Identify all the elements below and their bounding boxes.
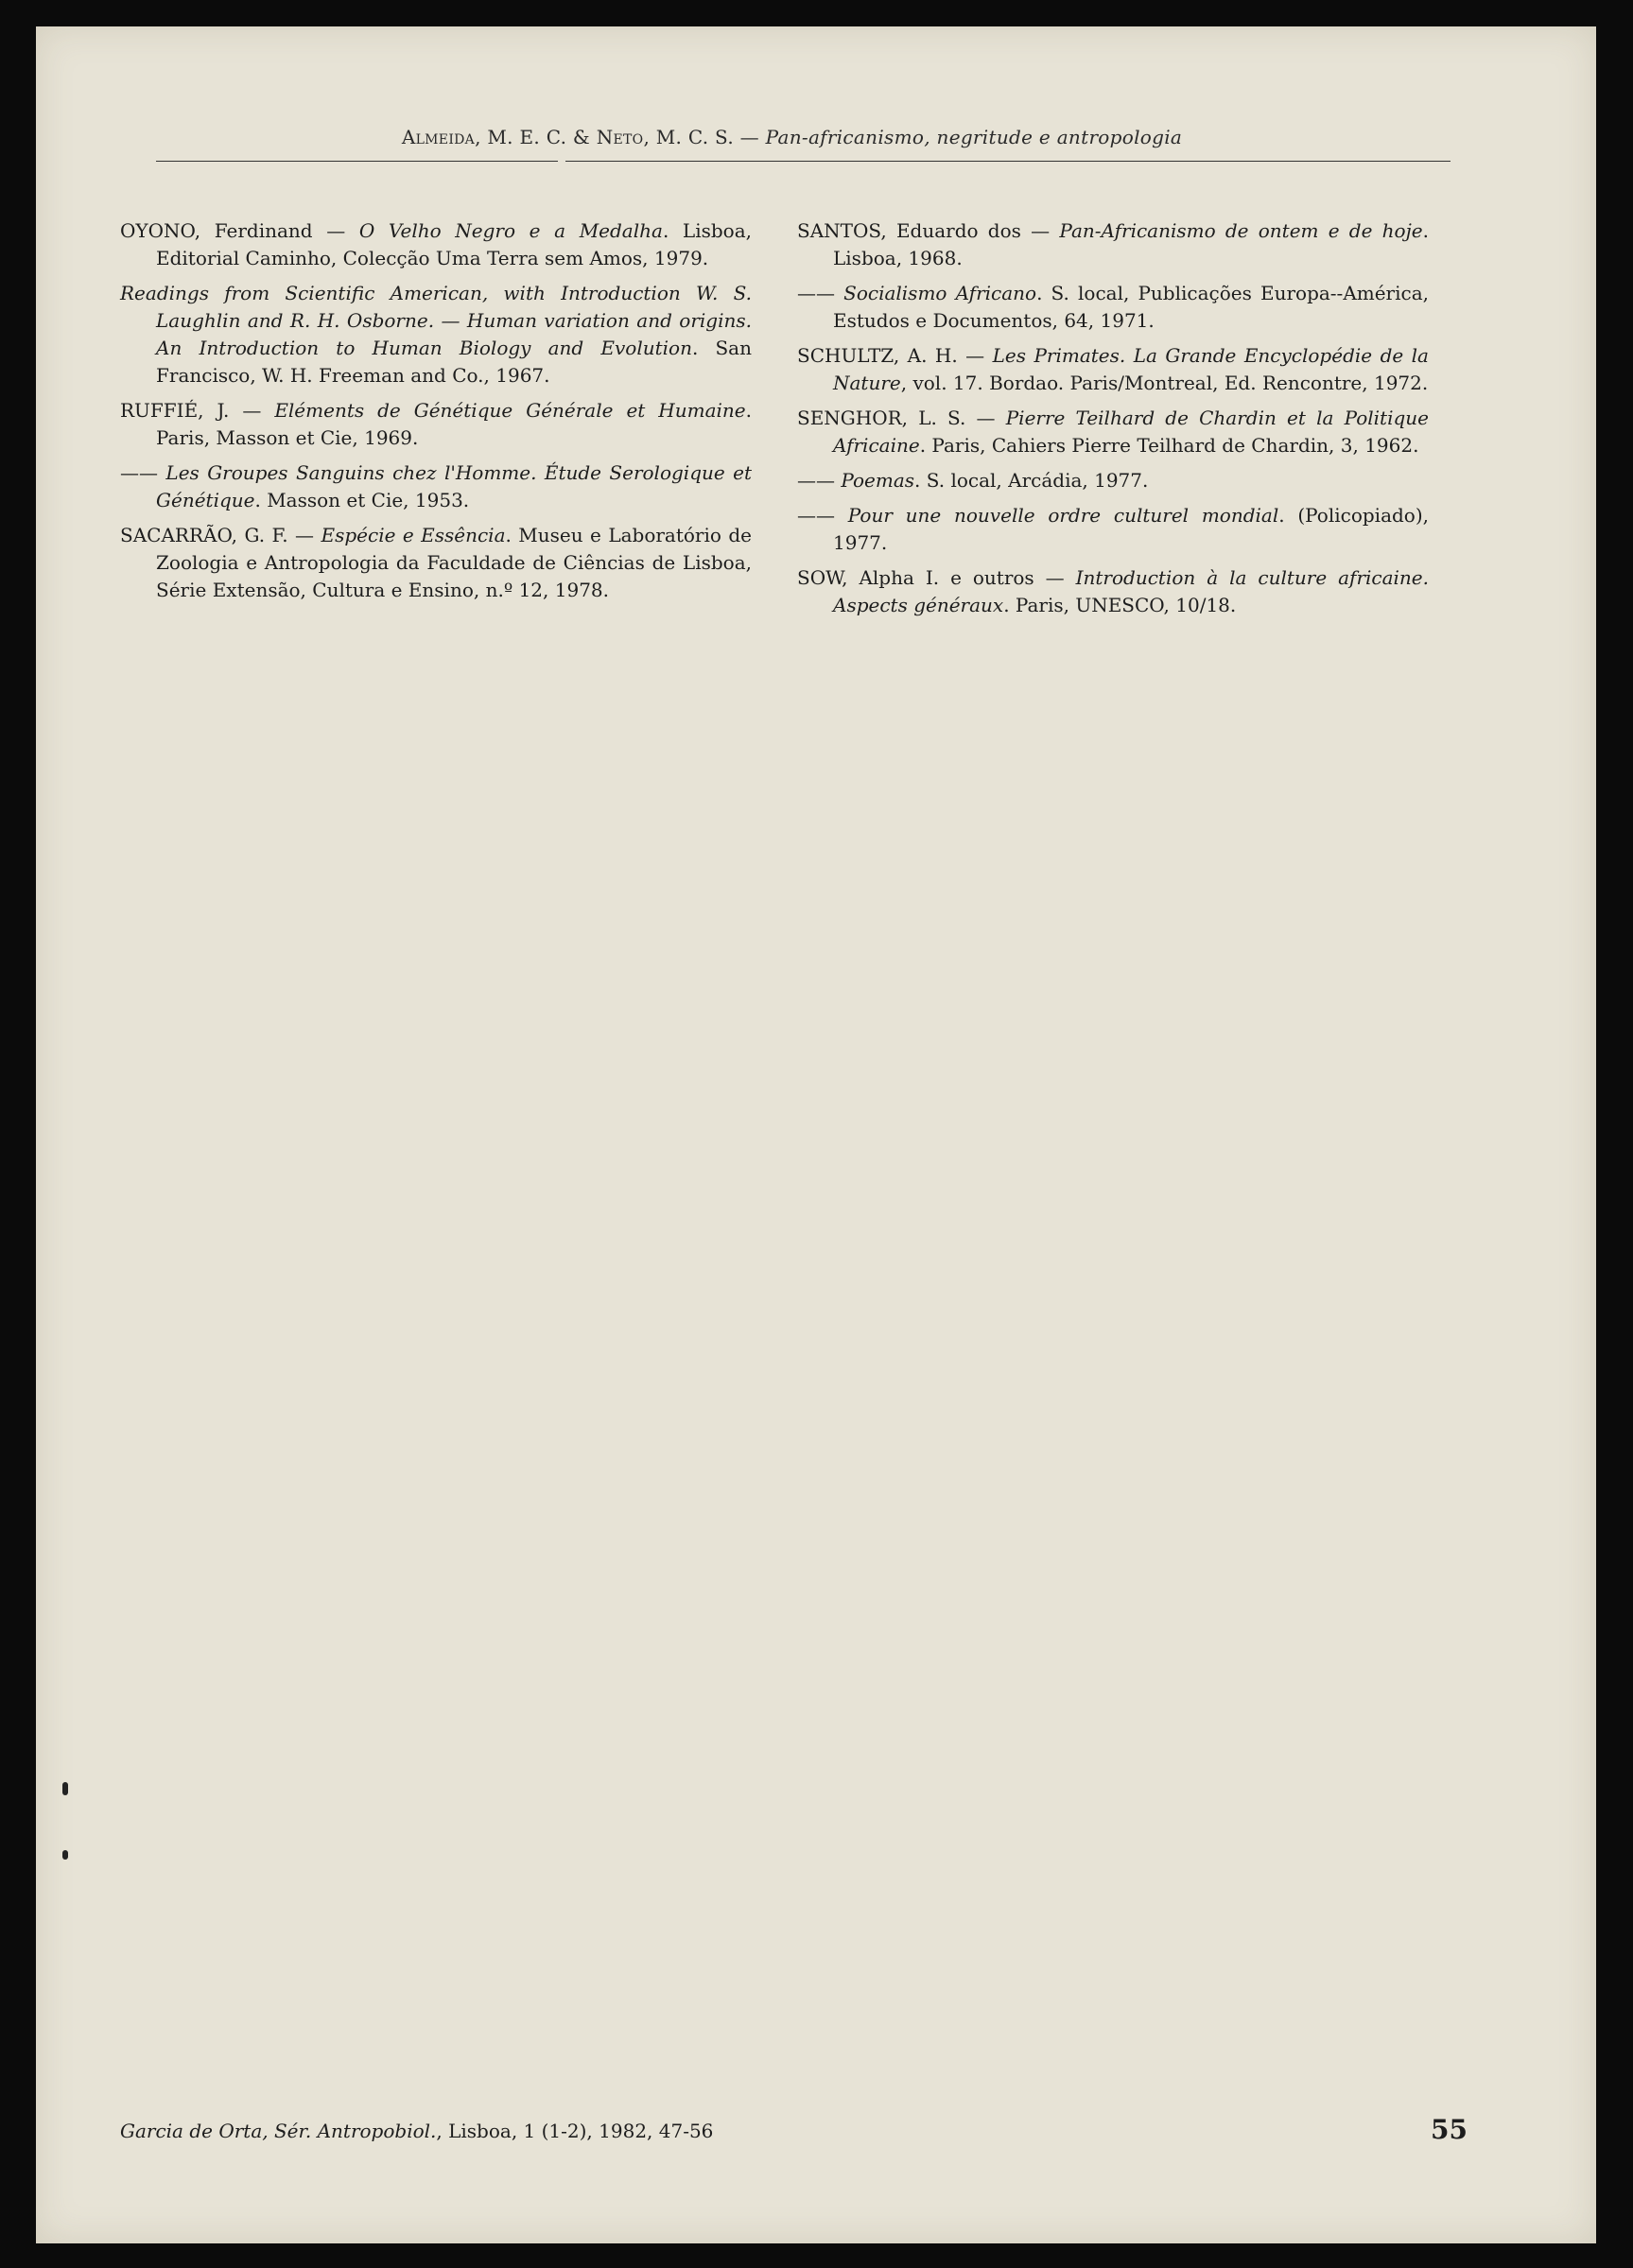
binding-hole-mark bbox=[62, 1850, 68, 1860]
reference-author: —— bbox=[797, 282, 844, 304]
reference-title: Poemas bbox=[841, 469, 915, 492]
header-rule-right bbox=[565, 161, 1451, 162]
reference-author: —— bbox=[797, 469, 842, 492]
header-author1-initials: , M. E. C. & bbox=[475, 126, 597, 148]
reference-details: . Paris, Masson et Cie, 1969. bbox=[156, 399, 752, 449]
reference-details: . Lisboa, 1968. bbox=[833, 219, 1429, 269]
reference-author: SCHULTZ, A. H. — bbox=[797, 344, 993, 367]
footer-citation: , Lisboa, 1 (1-2), 1982, 47-56 bbox=[436, 2120, 714, 2142]
reference-title: Pan-Africanismo de ontem e de hoje bbox=[1059, 219, 1423, 242]
left-column bbox=[120, 217, 752, 612]
reference-entry bbox=[797, 405, 1429, 459]
header-rule-left bbox=[156, 161, 558, 162]
reference-details: . Museu e Laboratório de Zoologia e Antropologia da Faculdade de Ciências de Lisboa, Série Extensão, Cultura e Ensino, n.º 12, 1978. bbox=[156, 524, 752, 601]
header-author1: Almeida bbox=[401, 126, 476, 148]
header-author2: Neto bbox=[596, 126, 644, 148]
reference-title: Pierre Teilhard de Chardin et la Politique Africaine bbox=[833, 407, 1430, 457]
reference-entry bbox=[120, 522, 752, 604]
reference-entry bbox=[797, 280, 1429, 335]
reference-details: . Masson et Cie, 1953. bbox=[254, 489, 470, 511]
reference-details: . San Francisco, W. H. Freeman and Co., 1967. bbox=[156, 337, 752, 387]
reference-entry bbox=[797, 564, 1429, 619]
reference-entry bbox=[120, 459, 752, 514]
header-title: Pan-africanismo, negritude e antropologia bbox=[765, 126, 1183, 148]
reference-title: Les Groupes Sanguins chez l'Homme. Étude Serologique et Génétique bbox=[156, 461, 752, 511]
reference-title: Pour une nouvelle ordre culturel mondial bbox=[847, 504, 1279, 527]
footer bbox=[120, 2114, 1468, 2145]
reference-entry bbox=[120, 280, 752, 390]
footer-journal: Garcia de Orta, Sér. Antropobiol. bbox=[120, 2120, 437, 2142]
reference-title: Eléments de Génétique Générale et Humaine bbox=[274, 399, 746, 422]
reference-details: . S. local, Arcádia, 1977. bbox=[914, 469, 1149, 492]
reference-title: O Velho Negro e a Medalha bbox=[358, 219, 663, 242]
reference-entry bbox=[120, 217, 752, 272]
page-number: 55 bbox=[1431, 2114, 1468, 2145]
reference-author: —— bbox=[120, 461, 166, 484]
running-header bbox=[118, 126, 1466, 148]
reference-details: , vol. 17. Bordao. Paris/Montreal, Ed. Rencontre, 1972. bbox=[900, 372, 1429, 394]
reference-title: Readings from Scientific American, with Introduction W. S. Laughlin and R. H. Osborne. — Human variation and origins. An Introduction to Human Biology and Evolution bbox=[120, 282, 752, 359]
reference-entry bbox=[797, 502, 1429, 557]
reference-author: SENGHOR, L. S. — bbox=[797, 407, 1006, 429]
reference-details: . Paris, UNESCO, 10/18. bbox=[1003, 594, 1237, 616]
reference-author: —— bbox=[797, 504, 848, 527]
header-author2-initials: , M. C. S. — bbox=[643, 126, 766, 148]
reference-author: SOW, Alpha I. e outros — bbox=[797, 566, 1076, 589]
binding-hole-mark bbox=[62, 1782, 68, 1795]
reference-entry bbox=[120, 397, 752, 452]
reference-title: Espécie e Essência bbox=[321, 524, 506, 546]
reference-entry bbox=[797, 467, 1429, 494]
reference-details: . Lisboa, Editorial Caminho, Colecção Uma Terra sem Amos, 1979. bbox=[156, 219, 752, 269]
reference-author: RUFFIÉ, J. — bbox=[120, 399, 275, 422]
reference-title: Les Primates. La Grande Encyclopédie de la Nature bbox=[833, 344, 1429, 394]
reference-details: . (Policopiado), 1977. bbox=[833, 504, 1429, 554]
reference-details: . Paris, Cahiers Pierre Teilhard de Chardin, 3, 1962. bbox=[919, 434, 1419, 457]
reference-author: SACARRÃO, G. F. — bbox=[120, 524, 321, 546]
reference-title: Socialismo Africano bbox=[843, 282, 1037, 304]
reference-author: OYONO, Ferdinand — bbox=[120, 219, 359, 242]
reference-details: . S. local, Publicações Europa--América, Estudos e Documentos, 64, 1971. bbox=[833, 282, 1429, 332]
reference-author: SANTOS, Eduardo dos — bbox=[797, 219, 1060, 242]
reference-entry bbox=[797, 217, 1429, 272]
reference-title: Introduction à la culture africaine. Aspects généraux bbox=[833, 566, 1429, 616]
right-column bbox=[797, 217, 1429, 627]
reference-entry bbox=[797, 342, 1429, 397]
